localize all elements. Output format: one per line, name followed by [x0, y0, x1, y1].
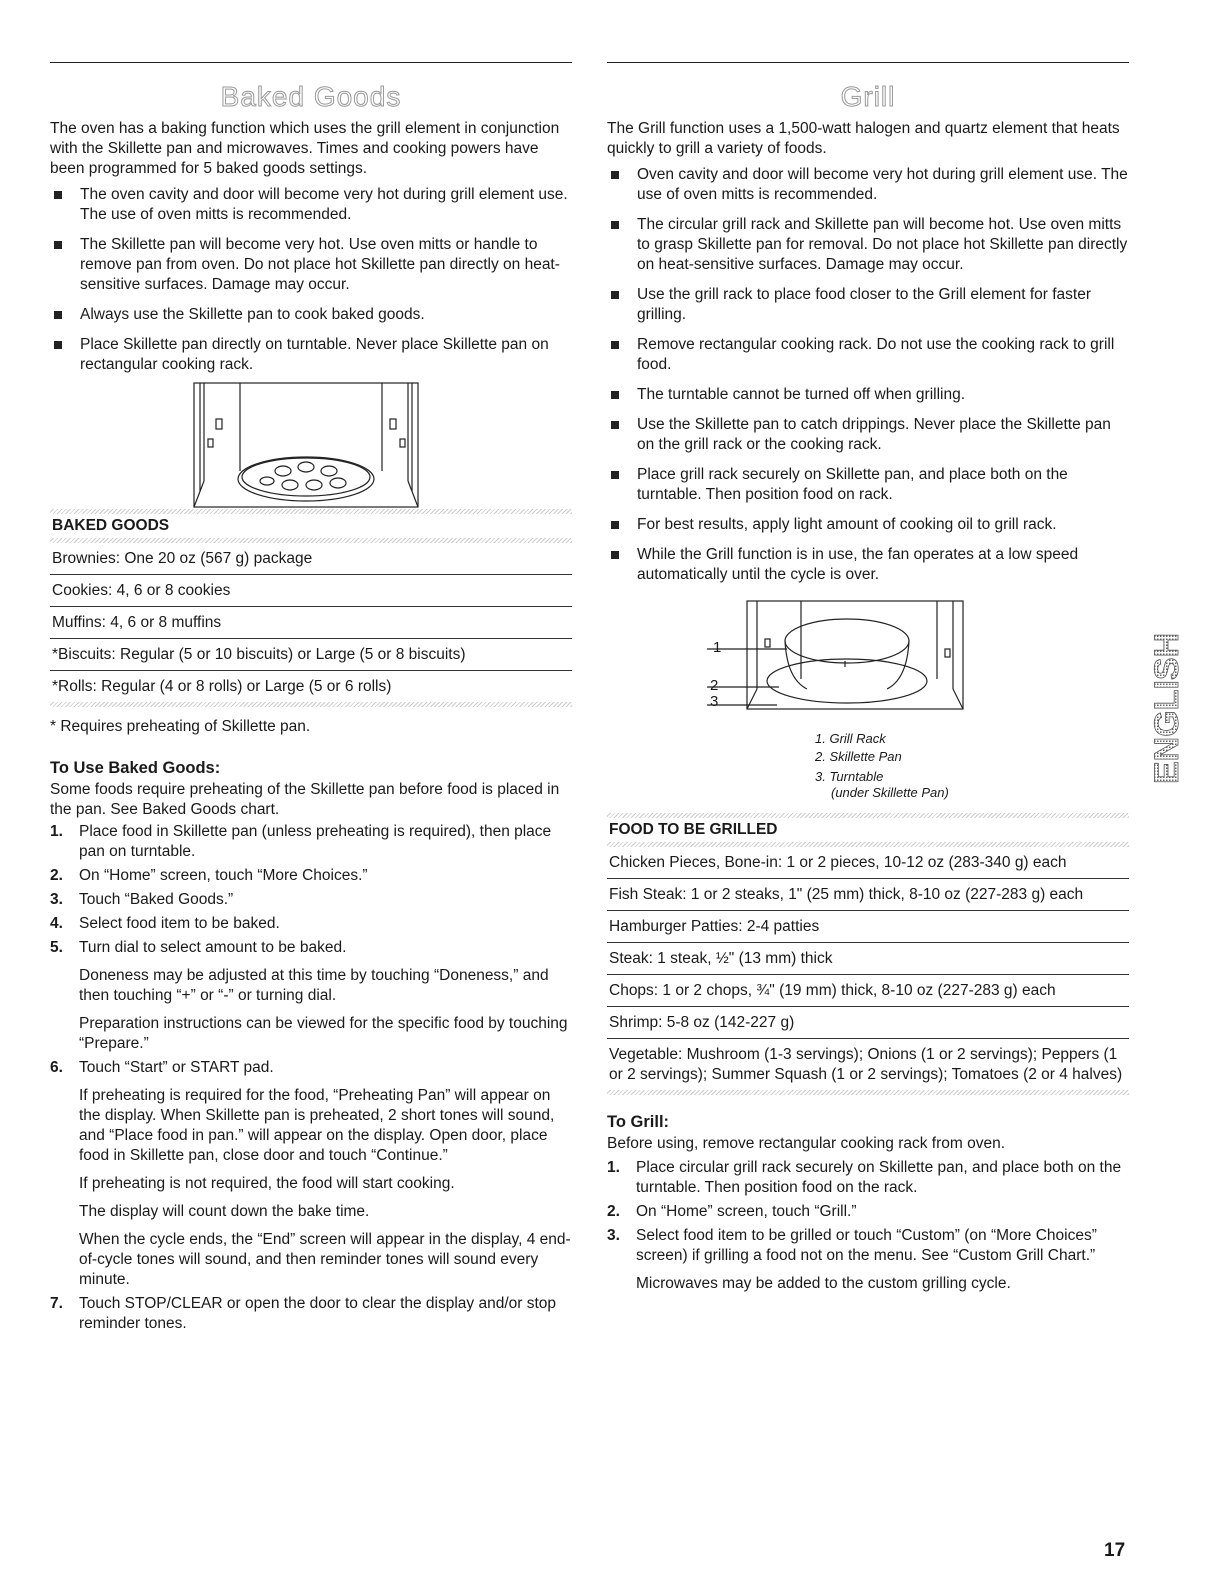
bullet-text: Place grill rack securely on Skillette pan, and place both on the turntable. Then position food on rack. [637, 466, 1068, 503]
step-number: 2. [607, 1203, 620, 1220]
bullet-icon [611, 171, 619, 179]
step-item [50, 822, 572, 862]
step-item [50, 914, 572, 934]
table-header: BAKED GOODS [50, 509, 572, 543]
section-title: Grill [840, 81, 896, 112]
table-row: Muffins: 4, 6 or 8 muffins [50, 607, 572, 639]
steps-list [50, 822, 572, 1334]
table-header: FOOD TO BE GRILLED [607, 813, 1129, 847]
footnote: * Requires preheating of Skillette pan. [50, 718, 311, 735]
step-text: Place circular grill rack securely on Skillette pan, and place both on the turntable. Then position food on the rack. [636, 1159, 1122, 1196]
table-row [607, 943, 1129, 975]
table-row: Cookies: 4, 6 or 8 cookies [50, 575, 572, 607]
step-text: Turn dial to select amount to be baked. [79, 939, 347, 956]
howto-intro: Some foods require preheating of the Skillette pan before food is placed in the pan. See Baked Goods chart. [50, 781, 560, 818]
bullet-item [607, 385, 1129, 405]
bullet-item [607, 515, 1129, 535]
bullet-icon [54, 341, 62, 349]
figure-captions: 1. Grill Rack 2. Skillette Pan 3. Turntable (under Skillette Pan) [815, 731, 949, 800]
table-cell: Chicken Pieces, Bone-in: 1 or 2 pieces, 10-12 oz (283-340 g) each [607, 847, 1129, 879]
section-title: Baked Goods [220, 81, 402, 112]
bullet-icon [611, 341, 619, 349]
table-cell: Fish Steak: 1 or 2 steaks, 1" (25 mm) thick, 8-10 oz (227-283 g) each [607, 879, 1129, 911]
table-row [607, 911, 1129, 943]
step-note: Preparation instructions can be viewed for the specific food by touching “Prepare.” [79, 1015, 568, 1052]
bullet-item: Always use the Skillette pan to cook baked goods. [50, 305, 572, 325]
step-number: 1. [50, 823, 63, 840]
intro-paragraph: The Grill function uses a 1,500-watt halogen and quartz element that heats quickly to grill a variety of foods. [607, 120, 1120, 157]
bullet-item: The Skillette pan will become very hot. Use oven mitts or handle to remove pan from oven. Do not place hot Skillette pan directly on heat-sensitive surfaces. Damage may occur. [50, 235, 572, 295]
step-number: 3. [607, 1227, 620, 1244]
table-cell: Vegetable: Mushroom (1-3 servings); Onions (1 or 2 servings); Peppers (1 or 2 servings); Summer Squash (1 or 2 servings); Tomatoes (2 or 4 halves) [607, 1039, 1129, 1096]
bullet-item [607, 165, 1129, 205]
table-cell: Shrimp: 5-8 oz (142-227 g) [607, 1007, 1129, 1039]
bullet-icon [54, 311, 62, 319]
bullet-item [607, 335, 1129, 375]
top-rule [50, 62, 572, 63]
bullet-icon [54, 241, 62, 249]
page-number: 17 [1104, 1540, 1126, 1561]
table-row: *Biscuits: Regular (5 or 10 biscuits) or Large (5 or 8 biscuits) [50, 639, 572, 671]
step-item [607, 1158, 1129, 1198]
step-number: 4. [50, 915, 63, 932]
bullet-icon [611, 221, 619, 229]
step-text: Touch “Baked Goods.” [79, 891, 234, 908]
bullet-text: The turntable cannot be turned off when grilling. [637, 386, 966, 403]
step-item [607, 1226, 1129, 1294]
table-row: *Rolls: Regular (4 or 8 rolls) or Large (5 or 6 rolls) [50, 671, 572, 708]
bullet-list [50, 185, 572, 375]
bullet-text: Use the grill rack to place food closer to the Grill element for faster grilling. [637, 286, 1092, 323]
step-item [607, 1202, 1129, 1222]
side-tab-label: ENGLISH [1148, 632, 1186, 784]
step-note: When the cycle ends, the “End” screen will appear in the display, 4 end-of-cycle tones will sound, and then reminder tones will sound every minute. [79, 1231, 571, 1288]
english-side-tab [1148, 570, 1186, 790]
step-item [50, 866, 572, 886]
top-rule [607, 62, 1129, 63]
step-number: 2. [50, 867, 63, 884]
bullet-item [607, 545, 1129, 585]
table-cell: Chops: 1 or 2 chops, ¾" (19 mm) thick, 8-10 oz (227-283 g) each [607, 975, 1129, 1007]
step-note: Doneness may be adjusted at this time by touching “Doneness,” and then touching “+” or “-” or turning dial. [79, 967, 549, 1004]
bullet-icon [611, 551, 619, 559]
bullet-item [607, 415, 1129, 455]
table-cell: Steak: 1 steak, ½" (13 mm) thick [607, 943, 1129, 975]
step-text: Select food item to be baked. [79, 915, 280, 932]
bullet-icon [611, 521, 619, 529]
bullet-list [607, 165, 1129, 585]
step-text: Place food in Skillette pan (unless preheating is required), then place pan on turntable. [79, 823, 552, 860]
step-item [50, 1058, 572, 1290]
step-text: On “Home” screen, touch “Grill.” [636, 1203, 857, 1220]
bullet-text: For best results, apply light amount of cooking oil to grill rack. [637, 516, 1057, 533]
table-row: Brownies: One 20 oz (567 g) package [50, 543, 572, 575]
figure-label-2: 2 [710, 677, 719, 694]
step-text: Select food item to be grilled or touch “Custom” (on “More Choices” screen) if grilling a food not on the menu. See “Custom Grill Chart.” [636, 1227, 1097, 1264]
bullet-icon [611, 391, 619, 399]
step-number: 6. [50, 1059, 63, 1076]
table-row [607, 847, 1129, 879]
grill-food-table [607, 813, 1129, 1095]
right-column [607, 62, 1129, 1298]
bullet-item: The oven cavity and door will become very hot during grill element use. The use of oven mitts is recommended. [50, 185, 572, 225]
step-note: Microwaves may be added to the custom grilling cycle. [636, 1275, 1011, 1292]
baked-goods-table [50, 509, 572, 707]
bullet-text: Use the Skillette pan to catch drippings. Never place the Skillette pan on the grill rack or the cooking rack. [637, 416, 1111, 453]
table-cell: Hamburger Patties: 2-4 patties [607, 911, 1129, 943]
step-text: Touch “Start” or START pad. [79, 1059, 274, 1076]
howto-intro: Before using, remove rectangular cooking rack from oven. [607, 1135, 1006, 1152]
bullet-icon [54, 191, 62, 199]
intro-paragraph: The oven has a baking function which uses the grill element in conjunction with the Skillette pan and microwaves. Times and cooking powers have been programmed for 5 baked goods settings. [50, 120, 560, 177]
left-column [50, 62, 572, 1338]
grill-rack-illustration [707, 599, 967, 711]
table-row [607, 879, 1129, 911]
step-number: 7. [50, 1295, 63, 1312]
bullet-item [607, 215, 1129, 275]
table-row [607, 1007, 1129, 1039]
bullet-text: Oven cavity and door will become very hot during grill element use. The use of oven mitts is recommended. [637, 166, 1128, 203]
step-item [50, 1294, 572, 1334]
bullet-text: While the Grill function is in use, the fan operates at a low speed automatically until the cycle is over. [637, 546, 1079, 583]
grill-figure [607, 599, 1129, 735]
table-row [607, 1039, 1129, 1096]
step-text: Touch STOP/CLEAR or open the door to clear the display and/or stop reminder tones. [79, 1295, 557, 1332]
table-row [607, 975, 1129, 1007]
oven-turntable-illustration [190, 381, 422, 509]
figure-label-1: 1 [713, 639, 722, 656]
step-item [50, 890, 572, 910]
bullet-icon [611, 471, 619, 479]
bullet-icon [611, 291, 619, 299]
bullet-text: The circular grill rack and Skillette pan will become hot. Use oven mitts to grasp Skillette pan for removal. Do not place hot Skillette pan directly on heat-sensitive surfaces. Damage may occur. [637, 216, 1128, 273]
figure-label-3: 3 [710, 693, 719, 710]
step-note: The display will count down the bake time. [79, 1203, 370, 1220]
bullet-text: Remove rectangular cooking rack. Do not use the cooking rack to grill food. [637, 336, 1115, 373]
step-note: If preheating is not required, the food will start cooking. [79, 1175, 455, 1192]
step-text: On “Home” screen, touch “More Choices.” [79, 867, 368, 884]
howto-heading: To Grill: [607, 1113, 670, 1131]
step-number: 5. [50, 939, 63, 956]
howto-heading: To Use Baked Goods: [50, 759, 221, 777]
step-item [50, 938, 572, 1054]
step-number: 3. [50, 891, 63, 908]
bullet-item [607, 285, 1129, 325]
bullet-item: Place Skillette pan directly on turntable. Never place Skillette pan on rectangular cooking rack. [50, 335, 572, 375]
step-number: 1. [607, 1159, 620, 1176]
step-note: If preheating is required for the food, “Preheating Pan” will appear on the display. When Skillette pan is preheated, 2 short tones will sound, and “Place food in pan.” will appear on the display. Open door, place food in Skillette pan, close door and touch “Continue.” [79, 1087, 555, 1164]
steps-list [607, 1158, 1129, 1294]
bullet-item [607, 465, 1129, 505]
bullet-icon [611, 421, 619, 429]
